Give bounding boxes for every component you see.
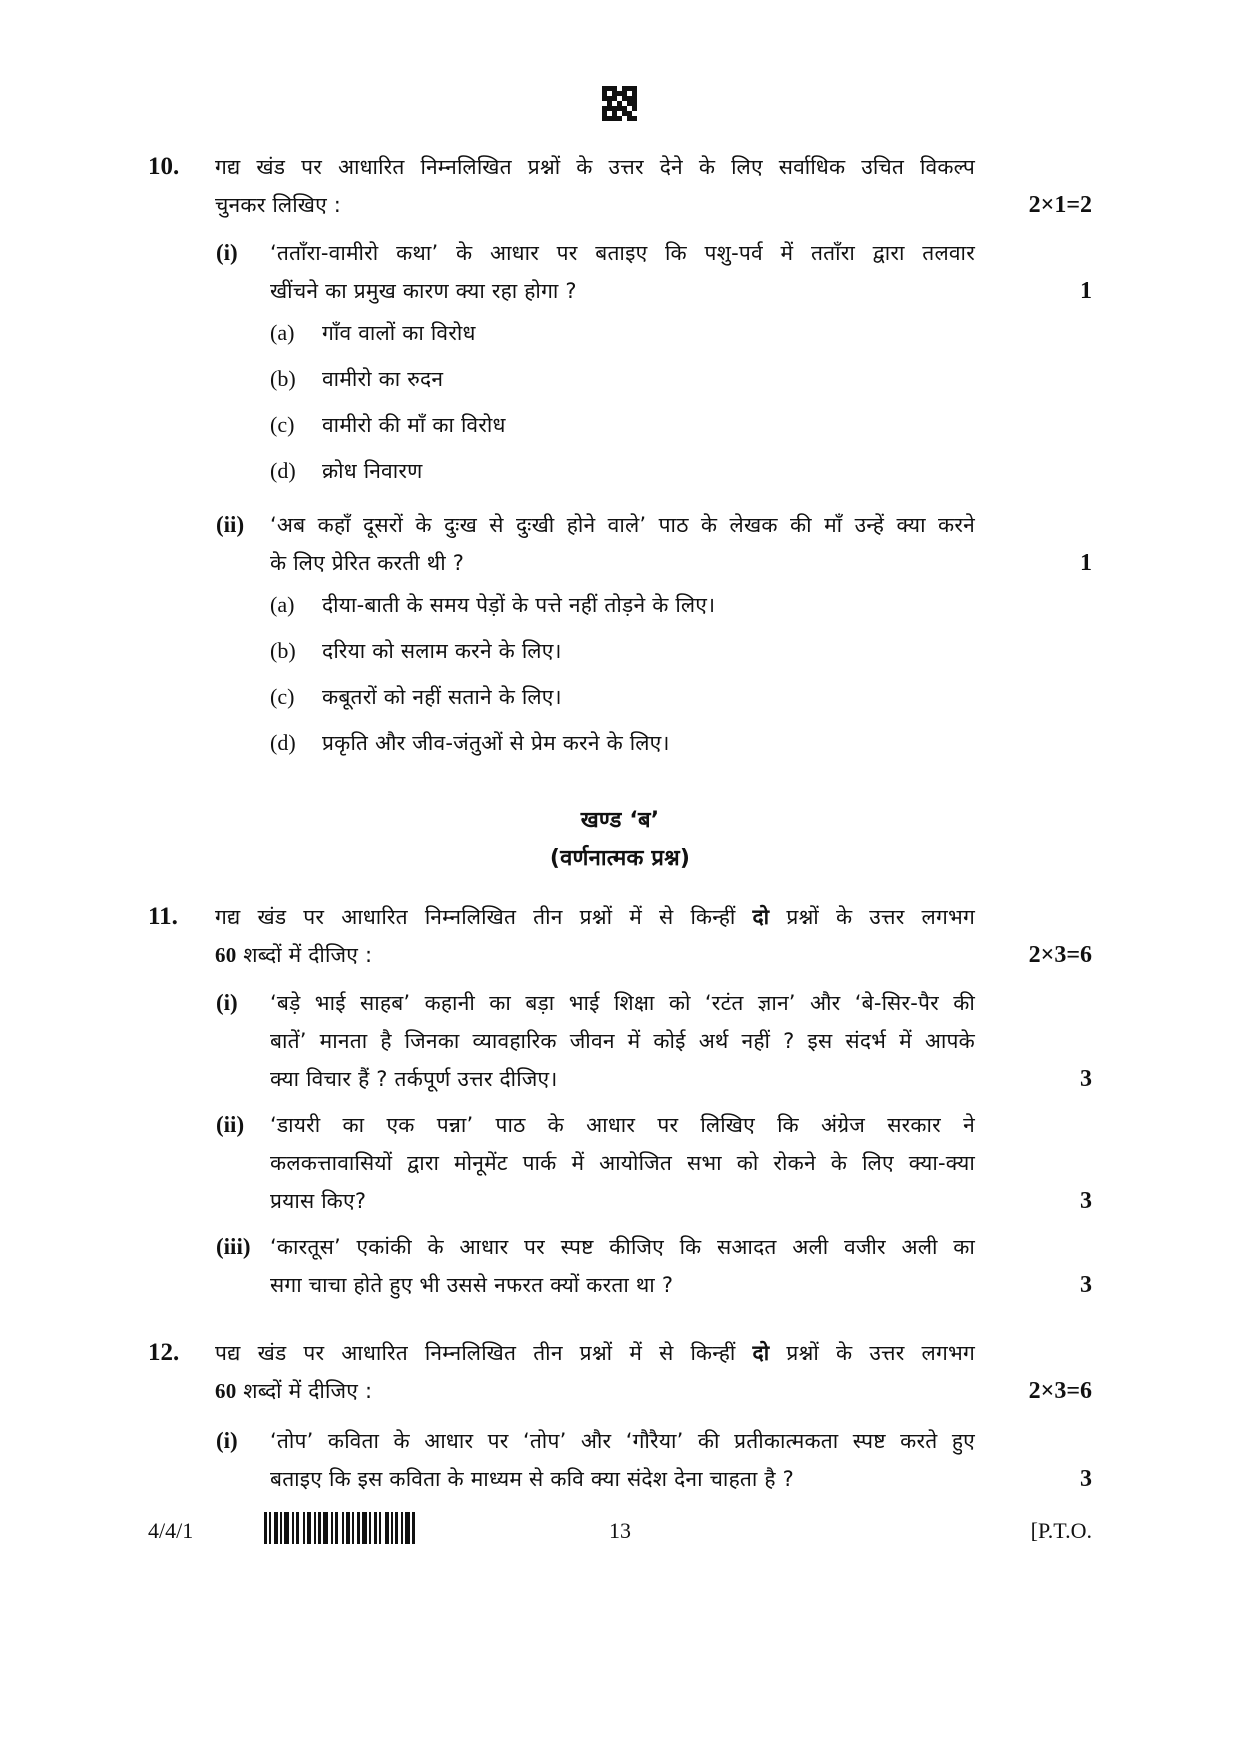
option-text: कबूतरों को नहीं सताने के लिए। <box>322 685 562 709</box>
question-10-i-marks: 1 <box>1080 278 1092 304</box>
question-11-marks: 2×3=6 <box>1028 942 1092 968</box>
question-11-line-1-post: प्रश्नों के उत्तर लगभग <box>786 905 975 929</box>
question-12-i-text <box>270 1422 975 1498</box>
question-11-line-2 <box>215 936 975 974</box>
option-text: क्रोध निवारण <box>322 459 423 483</box>
question-12-line-1-post: प्रश्नों के उत्तर लगभग <box>786 1341 975 1365</box>
question-11-iii-line-2: सगा चाचा होते हुए भी उससे नफरत क्यों करता था ? <box>270 1273 674 1297</box>
option-d <box>270 452 506 498</box>
question-11-i-line-2: बातें’ मानता है जिनका व्यावहारिक जीवन में कोई अर्थ नहीं ? इस संदर्भ में आपके <box>270 1029 975 1053</box>
question-10-line-2: चुनकर लिखिए : <box>215 193 342 217</box>
question-11-number: 11. <box>148 903 178 930</box>
option-text: वामीरो का रुदन <box>322 367 444 391</box>
section-subtitle: (वर्णनात्मक प्रश्न) <box>549 846 691 871</box>
question-10-i-label: (i) <box>216 240 238 265</box>
question-10-ii-line-2: के लिए प्रेरित करती थी ? <box>270 551 465 575</box>
option-b <box>270 360 506 406</box>
question-11-ii-label: (ii) <box>216 1112 245 1137</box>
question-12-line-1-bold: दो <box>752 1341 770 1365</box>
question-11-i-line-1: ‘बड़े भाई साहब’ कहानी का बड़ा भाई शिक्षा को ‘रटंत ज्ञान’ और ‘बे-सिर-पैर की <box>270 991 975 1015</box>
question-12-i-marks: 3 <box>1080 1466 1092 1492</box>
section-title: खण्ड ‘ब’ <box>580 808 660 833</box>
option-c <box>270 406 506 452</box>
question-11-ii-line-1: ‘डायरी का एक पन्ना’ पाठ के आधार पर लिखिए कि अंग्रेज सरकार ने <box>270 1113 975 1137</box>
question-11-ii-line-2: कलकत्तावासियों द्वारा मोनूमेंट पार्क में आयोजित सभा को रोकने के लिए क्या-क्या <box>270 1151 975 1175</box>
question-11-iii-label: (iii) <box>216 1234 251 1259</box>
question-12-i-line-1: ‘तोप’ कविता के आधार पर ‘तोप’ और ‘गौरैया’ की प्रतीकात्मकता स्पष्ट करते हुए <box>270 1429 975 1453</box>
question-12-line-2-post: शब्दों में दीजिए : <box>243 1379 373 1403</box>
page-number: 13 <box>609 1518 631 1543</box>
option-text: प्रकृति और जीव-जंतुओं से प्रेम करने के लिए। <box>322 731 670 755</box>
option-label: (b) <box>270 366 296 391</box>
question-12-line-1-pre: पद्य खंड पर आधारित निम्नलिखित तीन प्रश्नों में से किन्हीं <box>215 1341 736 1365</box>
question-10-ii-marks: 1 <box>1080 550 1092 576</box>
question-11-line-1 <box>215 898 975 936</box>
question-11-i-text <box>270 984 975 1098</box>
option-c <box>270 678 715 724</box>
question-11-text <box>215 898 975 974</box>
question-11-line-2-post: शब्दों में दीजिए : <box>243 943 373 967</box>
question-10-number: 10. <box>148 153 180 180</box>
pto-label: [P.T.O. <box>1030 1518 1092 1543</box>
option-label: (d) <box>270 730 296 755</box>
question-10-line-1: गद्य खंड पर आधारित निम्नलिखित प्रश्नों के उत्तर देने के लिए सर्वाधिक उचित विकल्प <box>215 155 975 179</box>
question-10-marks: 2×1=2 <box>1028 192 1092 218</box>
question-11-line-2-bold: 60 <box>215 943 237 967</box>
barcode-icon <box>264 1512 464 1544</box>
question-11-ii-marks: 3 <box>1080 1188 1092 1214</box>
question-10-text <box>215 148 975 224</box>
question-10-ii-label: (ii) <box>216 512 245 537</box>
option-a <box>270 314 506 360</box>
question-12-text <box>215 1334 975 1410</box>
question-10-ii-options <box>270 586 715 770</box>
option-label: (a) <box>270 592 295 617</box>
option-text: वामीरो की माँ का विरोध <box>322 413 506 437</box>
question-12-line-1 <box>215 1334 975 1372</box>
question-10-i-text <box>270 234 975 310</box>
question-11-i-label: (i) <box>216 990 238 1015</box>
question-11-iii-text <box>270 1228 975 1304</box>
question-11-ii-text <box>270 1106 975 1220</box>
question-11-iii-marks: 3 <box>1080 1272 1092 1298</box>
question-12-i-label: (i) <box>216 1428 238 1453</box>
option-label: (c) <box>270 412 295 437</box>
qr-code-icon <box>602 86 637 121</box>
question-11-line-1-bold: दो <box>752 905 770 929</box>
option-label: (b) <box>270 638 296 663</box>
question-10-ii-line-1: ‘अब कहाँ दूसरों के दुःख से दुःखी होने वाले’ पाठ के लेखक की माँ उन्हें क्या करने <box>270 513 975 537</box>
option-b <box>270 632 715 678</box>
option-text: दरिया को सलाम करने के लिए। <box>322 639 562 663</box>
question-10-i-line-2: खींचने का प्रमुख कारण क्या रहा होगा ? <box>270 279 577 303</box>
question-12-number: 12. <box>148 1339 180 1366</box>
option-label: (a) <box>270 320 295 345</box>
option-text: गाँव वालों का विरोध <box>322 321 476 345</box>
question-10-i-options <box>270 314 506 498</box>
question-11-iii-line-1: ‘कारतूस’ एकांकी के आधार पर स्पष्ट कीजिए कि सआदत अली वजीर अली का <box>270 1235 975 1259</box>
paper-code: 4/4/1 <box>148 1518 194 1543</box>
option-label: (d) <box>270 458 296 483</box>
question-10-ii-text <box>270 506 975 582</box>
question-11-i-marks: 3 <box>1080 1066 1092 1092</box>
question-11-line-1-pre: गद्य खंड पर आधारित निम्नलिखित तीन प्रश्नों में से किन्हीं <box>215 905 736 929</box>
question-12-line-2 <box>215 1372 975 1410</box>
question-12-i-line-2: बताइए कि इस कविता के माध्यम से कवि क्या संदेश देना चाहता है ? <box>270 1467 794 1491</box>
option-a <box>270 586 715 632</box>
option-label: (c) <box>270 684 295 709</box>
option-d <box>270 724 715 770</box>
question-10-i-line-1: ‘तताँरा-वामीरो कथा’ के आधार पर बताइए कि पशु-पर्व में तताँरा द्वारा तलवार <box>270 241 975 265</box>
question-12-line-2-bold: 60 <box>215 1379 237 1403</box>
option-text: दीया-बाती के समय पेड़ों के पत्ते नहीं तोड़ने के लिए। <box>322 593 716 617</box>
question-11-ii-line-3: प्रयास किए? <box>270 1189 367 1213</box>
question-11-i-line-3: क्या विचार हैं ? तर्कपूर्ण उत्तर दीजिए। <box>270 1067 558 1091</box>
question-12-marks: 2×3=6 <box>1028 1378 1092 1404</box>
